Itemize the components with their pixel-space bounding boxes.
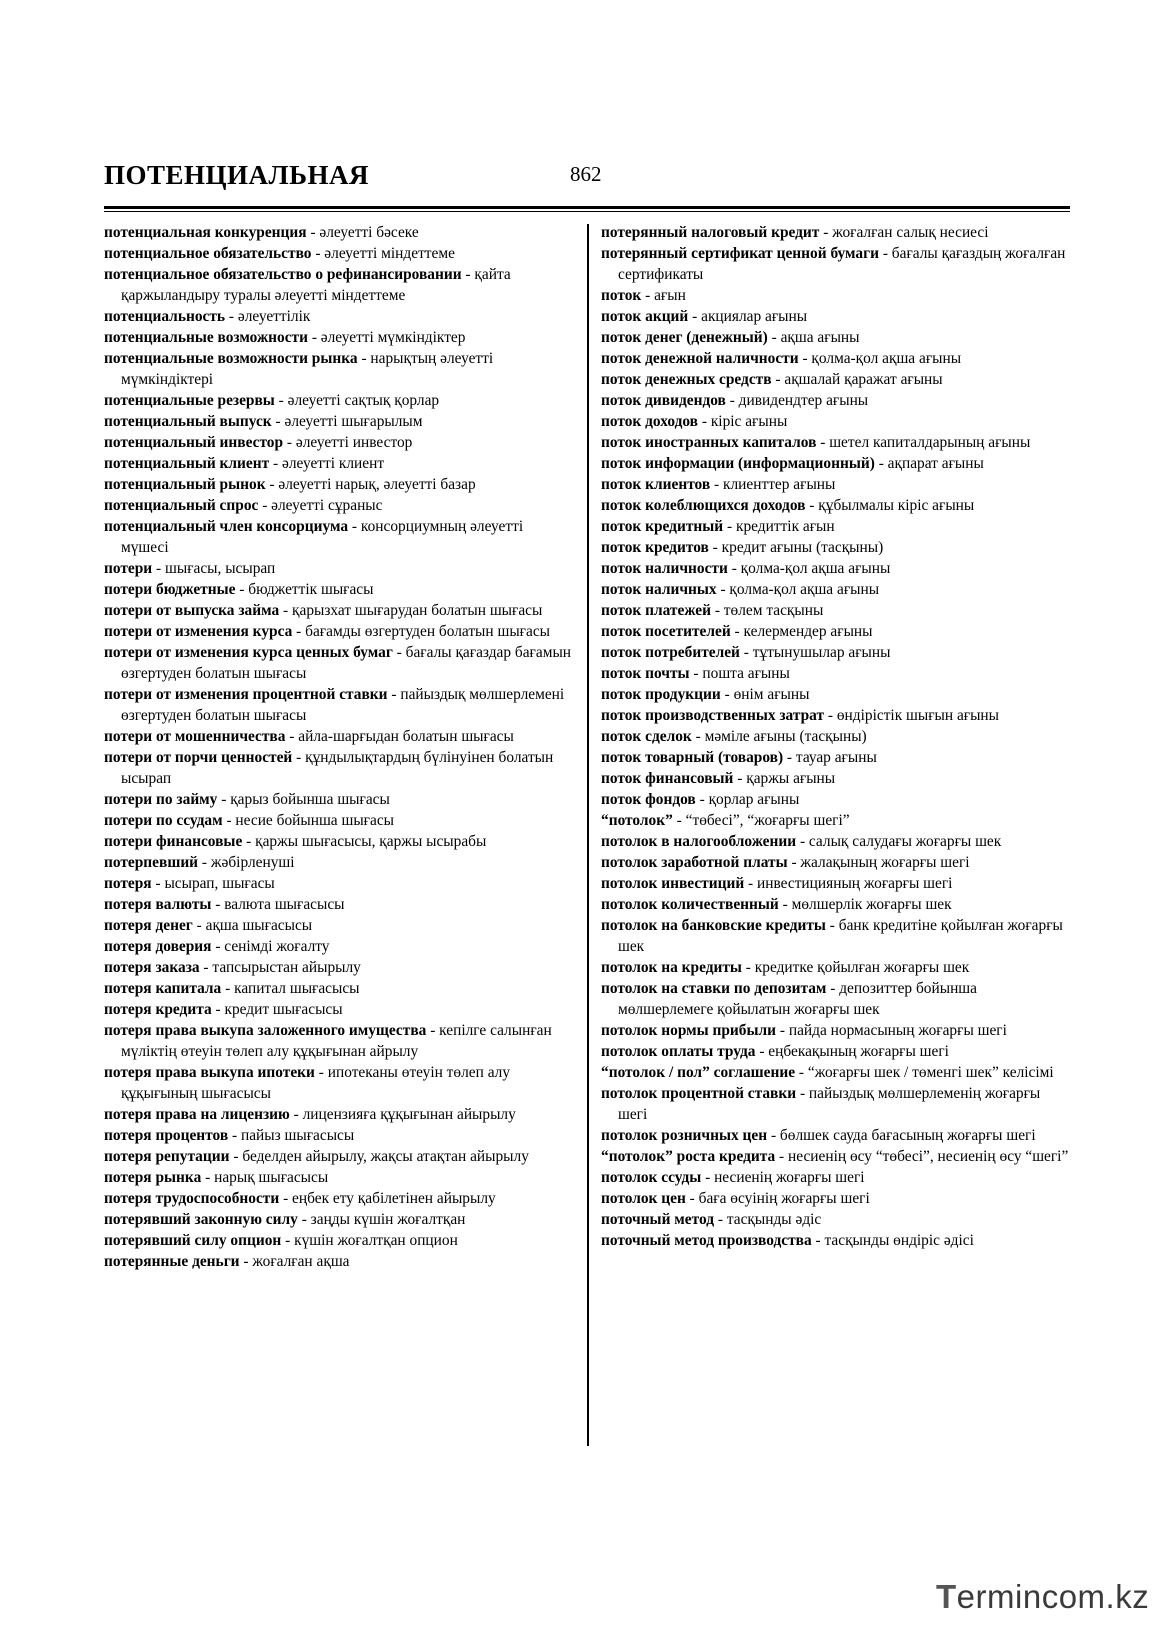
entry-definition: - ипотеканы өтеуін төлеп алу құқығының шығасысы <box>121 1064 511 1102</box>
entry-term: потолок в налогообложении <box>601 833 797 850</box>
dictionary-entry <box>104 726 572 747</box>
dictionary-entry <box>104 1209 572 1230</box>
dictionary-entry <box>104 306 572 327</box>
dictionary-entry <box>601 684 1073 705</box>
entry-term: поток товарный (товаров) <box>601 749 784 766</box>
dictionary-entry <box>601 1125 1073 1146</box>
entry-term: потолок на банковские кредиты <box>601 917 826 934</box>
entry-term: потеря заказа <box>104 959 200 976</box>
entry-term: поток информации (информационный) <box>601 455 875 472</box>
entry-definition: - тасқынды әдіс <box>714 1211 822 1228</box>
dictionary-entry <box>104 222 572 243</box>
entry-definition: - шығасы, ысырап <box>152 560 276 577</box>
entry-term: потери от выпуска займа <box>104 602 280 619</box>
entry-term: потолок розничных цен <box>601 1127 768 1144</box>
dictionary-entry <box>601 432 1073 453</box>
dictionary-entry <box>104 915 572 936</box>
dictionary-entry <box>104 1125 572 1146</box>
entry-term: потенциальный спрос <box>104 497 259 514</box>
running-headword: ПОТЕНЦИАЛЬНАЯ <box>104 160 369 190</box>
header-rule-thin <box>104 211 1070 212</box>
dictionary-entry <box>601 747 1073 768</box>
entry-term: потеря кредита <box>104 1001 212 1018</box>
entry-term: потолок цен <box>601 1190 686 1207</box>
dictionary-entry <box>601 1041 1073 1062</box>
dictionary-entry <box>601 726 1073 747</box>
entry-term: поток <box>601 287 642 304</box>
entry-term: потолок инвестиций <box>601 875 745 892</box>
entry-definition: - әлеуетті міндеттеме <box>311 245 455 262</box>
entry-term: потолок ссуды <box>601 1169 702 1186</box>
entry-definition: - өнім ағыны <box>720 686 810 703</box>
dictionary-entry <box>104 264 572 306</box>
entry-term: потолок процентной ставки <box>601 1085 797 1102</box>
entry-definition: - несиенің жоғарғы шегі <box>701 1169 865 1186</box>
dictionary-entry <box>104 1188 572 1209</box>
dictionary-entry <box>601 852 1073 873</box>
entry-definition: - ысырап, шығасы <box>151 875 275 892</box>
dictionary-entry <box>104 642 572 684</box>
termincom-logo: Termincom.kz <box>936 1578 1150 1615</box>
entry-term: потеря рынка <box>104 1169 202 1186</box>
entry-term: “потолок / пол” соглашение <box>601 1064 796 1081</box>
entry-definition: - тасқынды өндіріс әдісі <box>811 1232 974 1249</box>
dictionary-entry <box>601 579 1073 600</box>
entry-term: поток дивидендов <box>601 392 726 409</box>
entry-term: поток денег (денежный) <box>601 329 768 346</box>
entry-definition: - құндылықтардың бүлінуінен болатын ысырап <box>121 749 554 787</box>
dictionary-entry <box>104 327 572 348</box>
entry-term: поток посетителей <box>601 623 731 640</box>
entry-definition: - қолма-қол ақша ағыны <box>727 560 891 577</box>
entry-term: потолок количественный <box>601 896 779 913</box>
entry-term: потери <box>104 560 153 577</box>
entry-term: потери от изменения курса <box>104 623 293 640</box>
entry-definition: - инвестицияның жоғарғы шегі <box>744 875 953 892</box>
dictionary-entry <box>104 978 572 999</box>
dictionary-entry <box>601 663 1073 684</box>
entry-definition: - кредит шығасысы <box>211 1001 343 1018</box>
entry-definition: - кепілге салынған мүліктің өтеуін төлеп алу құқығынан айрылу <box>121 1022 552 1060</box>
entry-term: поток кредитный <box>601 518 724 535</box>
entry-definition: - жоғалған салық несиесі <box>819 224 989 241</box>
dictionary-entry <box>601 600 1073 621</box>
entry-definition: - жоғалған ақша <box>239 1253 350 1270</box>
entry-definition: - ағын <box>641 287 686 304</box>
entry-definition: - заңды күшін жоғалтқан <box>297 1211 466 1228</box>
entry-term: потенциальное обязательство о рефинансировании <box>104 266 462 283</box>
entry-definition: - әлеуетті нарық, әлеуетті базар <box>265 476 476 493</box>
entry-definition: - қорлар ағыны <box>695 791 800 808</box>
entry-definition: - кредит ағыны (тасқыны) <box>708 539 884 556</box>
dictionary-entry <box>104 831 572 852</box>
entry-definition: - еңбек ету қабілетінен айырылу <box>279 1190 496 1207</box>
dictionary-entry <box>601 957 1073 978</box>
dictionary-entry <box>104 432 572 453</box>
dictionary-entry <box>104 1146 572 1167</box>
entry-definition: - бюджеттік шығасы <box>235 581 374 598</box>
entry-definition: - консорциумның әлеуетті мүшесі <box>121 518 524 556</box>
entry-term: потеря репутации <box>104 1148 230 1165</box>
entry-term: поток доходов <box>601 413 698 430</box>
entry-definition: - қарыз бойынша шығасы <box>217 791 390 808</box>
dictionary-entry <box>104 999 572 1020</box>
entry-definition: - әлеуетті шығарылым <box>271 413 423 430</box>
dictionary-entry <box>601 285 1073 306</box>
entry-term: потери по ссудам <box>104 812 223 829</box>
entry-term: потолок нормы прибыли <box>601 1022 777 1039</box>
dictionary-entry <box>601 978 1073 1020</box>
dictionary-entry <box>601 642 1073 663</box>
dictionary-entry <box>601 243 1073 285</box>
entry-definition: - несиенің өсу “төбесі”, несиенің өсу “шегі” <box>775 1148 1069 1165</box>
entry-term: потеря трудоспособности <box>104 1190 280 1207</box>
dictionary-entry <box>601 1230 1073 1251</box>
entry-term: поток платежей <box>601 602 711 619</box>
dictionary-entry <box>104 747 572 789</box>
entry-term: потенциальная конкуренция <box>104 224 307 241</box>
entry-definition: - тауар ағыны <box>783 749 877 766</box>
dictionary-entry <box>601 1209 1073 1230</box>
entry-definition: - шетел капиталдарының ағыны <box>816 434 1031 451</box>
dictionary-entry <box>601 390 1073 411</box>
entry-term: потерянный сертификат ценной бумаги <box>601 245 879 262</box>
entry-term: потеря <box>104 875 152 892</box>
entry-term: потерпевший <box>104 854 199 871</box>
entry-term: поточный метод производства <box>601 1232 812 1249</box>
dictionary-entry <box>601 348 1073 369</box>
dictionary-entry <box>104 411 572 432</box>
entry-term: поточный метод <box>601 1211 715 1228</box>
dictionary-entry <box>104 453 572 474</box>
entry-term: поток фондов <box>601 791 696 808</box>
entry-definition: - валюта шығасысы <box>211 896 345 913</box>
entry-definition: - әлеуеттілік <box>225 308 311 325</box>
entry-term: потенциальный член консорциума <box>104 518 349 535</box>
entry-definition: - кредиттік ағын <box>723 518 835 535</box>
entry-definition: - пайыздық мөлшерлеменің жоғарғы шегі <box>618 1085 1041 1123</box>
entry-definition: - қайта қаржыландыру туралы әлеуетті міндеттеме <box>121 266 511 304</box>
entry-term: потолок на ставки по депозитам <box>601 980 827 997</box>
entry-definition: - қаржы ағыны <box>733 770 836 787</box>
entry-definition: - пайда нормасының жоғарғы шегі <box>776 1022 1007 1039</box>
entry-definition: - несие бойынша шығасы <box>222 812 394 829</box>
entry-term: поток производственных затрат <box>601 707 825 724</box>
entry-definition: - мөлшерлік жоғарғы шек <box>778 896 952 913</box>
entry-term: потеря процентов <box>104 1127 229 1144</box>
entry-term: поток клиентов <box>601 476 711 493</box>
entry-term: потенциальный рынок <box>104 476 266 493</box>
dictionary-entry <box>601 411 1073 432</box>
dictionary-entry <box>104 684 572 726</box>
entry-term: потери от мошенничества <box>104 728 286 745</box>
entry-definition: - әлеуетті бәсеке <box>306 224 419 241</box>
entry-definition: - жәбірленуші <box>198 854 295 871</box>
entry-definition: - пошта ағыны <box>689 665 790 682</box>
entry-term: потеря валюты <box>104 896 212 913</box>
dictionary-entry <box>601 873 1073 894</box>
entry-term: потеря права выкупа ипотеки <box>104 1064 315 1081</box>
entry-term: поток акций <box>601 308 689 325</box>
entry-definition: - бағалы қағаздың жоғалған сертификаты <box>618 245 1066 283</box>
entry-definition: - баға өсуінің жоғарғы шегі <box>685 1190 870 1207</box>
dictionary-entry <box>601 768 1073 789</box>
entry-definition: - қолма-қол ақша ағыны <box>716 581 880 598</box>
entry-term: потерянные деньги <box>104 1253 240 1270</box>
dictionary-entry <box>104 390 572 411</box>
dictionary-entry <box>104 474 572 495</box>
entry-definition: - бағамды өзгертуден болатын шығасы <box>292 623 550 640</box>
entry-term: поток колеблющихся доходов <box>601 497 806 514</box>
entry-definition: - депозиттер бойынша мөлшерлемеге қойылатын жоғарғы шек <box>618 980 977 1018</box>
dictionary-entry <box>601 495 1073 516</box>
entry-term: потеря права выкупа заложенного имущества <box>104 1022 427 1039</box>
dictionary-entry <box>104 810 572 831</box>
dictionary-entry <box>601 516 1073 537</box>
dictionary-entry <box>104 957 572 978</box>
entry-term: потерявший законную силу <box>104 1211 298 1228</box>
entry-definition: - еңбекақының жоғарғы шегі <box>755 1043 949 1060</box>
entry-definition: - әлеуетті сұраныс <box>258 497 383 514</box>
entry-term: поток продукции <box>601 686 721 703</box>
entry-definition: - тұтынушылар ағыны <box>739 644 891 661</box>
entry-term: потеря капитала <box>104 980 222 997</box>
entry-definition: - өндірістік шығын ағыны <box>824 707 1000 724</box>
entry-definition: - беделден айырылу, жақсы атақтан айырылу <box>229 1148 529 1165</box>
entry-definition: - мәміле ағыны (тасқыны) <box>691 728 867 745</box>
dictionary-entry <box>104 936 572 957</box>
entry-definition: - жалақының жоғарғы шегі <box>787 854 970 871</box>
entry-term: поток кредитов <box>601 539 709 556</box>
entry-definition: - әлеуетті инвестор <box>283 434 413 451</box>
entry-term: потери от изменения курса ценных бумаг <box>104 644 393 661</box>
dictionary-entry <box>104 579 572 600</box>
entry-term: потеря денег <box>104 917 193 934</box>
dictionary-entry <box>104 789 572 810</box>
dictionary-entry <box>601 453 1073 474</box>
dictionary-entry <box>601 1146 1073 1167</box>
entry-definition: - акциялар ағыны <box>688 308 808 325</box>
dictionary-entry <box>104 1230 572 1251</box>
dictionary-entry <box>601 369 1073 390</box>
entry-definition: - ақшалай қаражат ағыны <box>771 371 943 388</box>
entry-term: поток денежных средств <box>601 371 772 388</box>
entry-term: потенциальный клиент <box>104 455 270 472</box>
entry-term: поток финансовый <box>601 770 734 787</box>
dictionary-entry <box>601 1062 1073 1083</box>
dictionary-entry <box>601 621 1073 642</box>
entry-term: “потолок” роста кредита <box>601 1148 776 1165</box>
entry-definition: - клиенттер ағыны <box>710 476 836 493</box>
dictionary-entry <box>104 852 572 873</box>
entry-term: потерянный налоговый кредит <box>601 224 820 241</box>
entry-term: потери от порчи ценностей <box>104 749 293 766</box>
dictionary-entry <box>104 873 572 894</box>
right-column <box>601 222 1073 1251</box>
entry-definition: - әлеуетті сақтық қорлар <box>274 392 440 409</box>
dictionary-entry <box>601 915 1073 957</box>
entry-definition: - қаржы шығасысы, қаржы ысырабы <box>242 833 487 850</box>
page-number: 862 <box>570 162 602 186</box>
entry-definition: - сенімді жоғалту <box>211 938 330 955</box>
dictionary-entry <box>601 1020 1073 1041</box>
entry-definition: - капитал шығасысы <box>221 980 360 997</box>
dictionary-entry <box>104 516 572 558</box>
entry-term: потенциальные возможности <box>104 329 308 346</box>
entry-term: потенциальный выпуск <box>104 413 272 430</box>
entry-definition: - әлеуетті клиент <box>269 455 385 472</box>
dictionary-entry <box>601 789 1073 810</box>
dictionary-entry <box>601 306 1073 327</box>
entry-term: потенциальность <box>104 308 226 325</box>
dictionary-entry <box>104 600 572 621</box>
entry-definition: - тапсырыстан айырылу <box>199 959 361 976</box>
entry-definition: - қарызхат шығарудан болатын шығасы <box>279 602 543 619</box>
entry-term: потеря доверия <box>104 938 212 955</box>
entry-term: потери по займу <box>104 791 218 808</box>
entry-definition: - лицензияға құқығынан айырылу <box>289 1106 516 1123</box>
entry-term: поток почты <box>601 665 690 682</box>
dictionary-entry <box>601 705 1073 726</box>
entry-term: поток потребителей <box>601 644 740 661</box>
entry-term: потенциальный инвестор <box>104 434 284 451</box>
entry-term: “потолок” <box>601 812 673 829</box>
entry-term: потенциальные резервы <box>104 392 275 409</box>
entry-term: потерявший силу опцион <box>104 1232 282 1249</box>
left-column <box>104 222 572 1272</box>
entry-definition: - күшін жоғалтқан опцион <box>281 1232 458 1249</box>
entry-term: поток сделок <box>601 728 692 745</box>
entry-definition: - бағалы қағаздар бағамын өзгертуден болатын шығасы <box>121 644 572 682</box>
entry-definition: - нарықтың әлеуетті мүмкіндіктері <box>121 350 494 388</box>
entry-definition: - пайыз шығасысы <box>228 1127 355 1144</box>
dictionary-entry <box>104 558 572 579</box>
dictionary-entry <box>601 474 1073 495</box>
entry-definition: - дивидендтер ағыны <box>725 392 869 409</box>
entry-definition: - қолма-қол ақша ағыны <box>798 350 962 367</box>
dictionary-entry <box>104 1167 572 1188</box>
dictionary-entry <box>104 243 572 264</box>
dictionary-entry <box>601 537 1073 558</box>
entry-definition: - “жоғарғы шек / төменгі шек” келісімі <box>795 1064 1054 1081</box>
entry-term: поток денежной наличности <box>601 350 799 367</box>
entry-term: потеря права на лицензию <box>104 1106 290 1123</box>
entry-term: поток иностранных капиталов <box>601 434 817 451</box>
entry-definition: - ақша ағыны <box>767 329 860 346</box>
entry-term: потери бюджетные <box>104 581 236 598</box>
entry-definition: - банк кредитіне қойылған жоғарғы шек <box>618 917 1063 955</box>
header-rule-thick <box>104 206 1070 209</box>
entry-definition: - “төбесі”, “жоғарғы шегі” <box>672 812 850 829</box>
dictionary-entry <box>601 1167 1073 1188</box>
entry-definition: - құбылмалы кіріс ағыны <box>805 497 975 514</box>
entry-term: поток наличности <box>601 560 728 577</box>
entry-term: потолок заработной платы <box>601 854 788 871</box>
dictionary-entry <box>601 558 1073 579</box>
entry-term: потенциальное обязательство <box>104 245 312 262</box>
entry-definition: - нарық шығасысы <box>201 1169 329 1186</box>
dictionary-entry <box>601 222 1073 243</box>
dictionary-entry <box>601 894 1073 915</box>
dictionary-entry <box>104 894 572 915</box>
entry-term: поток наличных <box>601 581 717 598</box>
dictionary-entry <box>601 810 1073 831</box>
entry-definition: - әлеуетті мүмкіндіктер <box>307 329 466 346</box>
entry-definition: - төлем тасқыны <box>710 602 824 619</box>
entry-term: потери от изменения процентной ставки <box>104 686 388 703</box>
entry-definition: - ақпарат ағыны <box>874 455 984 472</box>
entry-term: потолок на кредиты <box>601 959 742 976</box>
dictionary-entry <box>104 1020 572 1062</box>
entry-definition: - келермендер ағыны <box>730 623 873 640</box>
entry-definition: - бөлшек сауда бағасының жоғарғы шегі <box>767 1127 1036 1144</box>
dictionary-entry <box>601 831 1073 852</box>
entry-definition: - салық салудағы жоғарғы шек <box>796 833 1002 850</box>
dictionary-entry <box>104 495 572 516</box>
dictionary-entry <box>601 327 1073 348</box>
column-divider <box>587 224 589 1446</box>
entry-definition: - кредитке қойылған жоғарғы шек <box>741 959 970 976</box>
dictionary-entry <box>601 1188 1073 1209</box>
entry-term: потолок оплаты труда <box>601 1043 756 1060</box>
dictionary-entry <box>104 1251 572 1272</box>
entry-term: потенциальные возможности рынка <box>104 350 358 367</box>
entry-definition: - айла-шарғыдан болатын шығасы <box>285 728 514 745</box>
dictionary-entry <box>104 348 572 390</box>
dictionary-entry <box>104 1062 572 1104</box>
dictionary-entry <box>104 1104 572 1125</box>
entry-term: потери финансовые <box>104 833 243 850</box>
entry-definition: - ақша шығасысы <box>192 917 313 934</box>
dictionary-entry <box>601 1083 1073 1125</box>
entry-definition: - кіріс ағыны <box>698 413 788 430</box>
dictionary-entry <box>104 621 572 642</box>
entry-definition: - пайыздық мөлшерлемені өзгертуден болатын шығасы <box>121 686 565 724</box>
